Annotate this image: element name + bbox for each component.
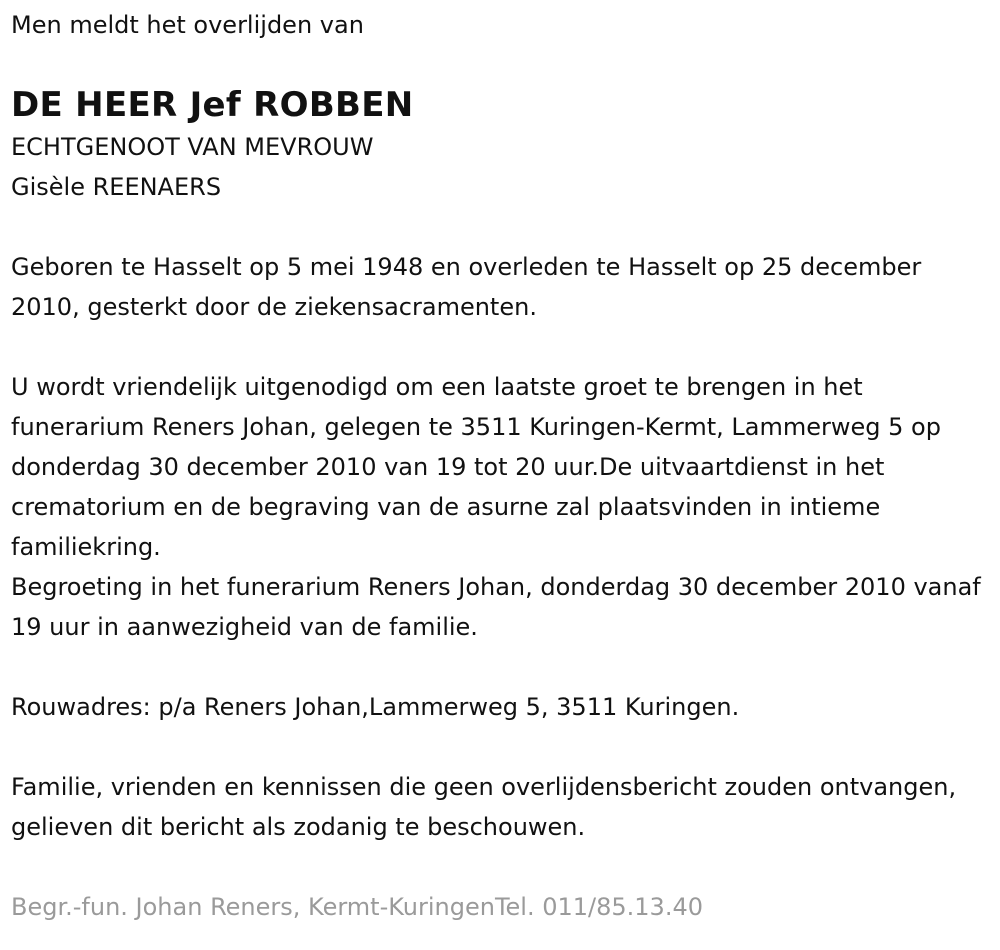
intro-text: Men meldt het overlijden van [11, 11, 364, 39]
spacer [11, 327, 996, 367]
greeting-paragraph: Begroeting in het funerarium Reners Johan, donderdag 30 december 2010 vanaf 19 uur in aanwezigheid van de familie. [11, 573, 981, 641]
mourning-address: Rouwadres: p/a Reners Johan,Lammerweg 5, 3511 Kuringen. [11, 693, 740, 721]
spacer [11, 727, 996, 767]
obituary-notice [11, 8, 996, 927]
spouse-line-2: Gisèle REENAERS [11, 173, 222, 201]
spacer [11, 647, 996, 687]
invitation-paragraph: U wordt vriendelijk uitgenodigd om een laatste groet te brengen in het funerarium Reners Johan, gelegen te 3511 Kuringen-Kermt, Lammerweg 5 op donderdag 30 december 2010 van 19 tot 20 uur.De uitvaartdienst in het crematorium en de begraving van de asurne zal plaatsvinden in intieme familiekring. [11, 373, 941, 561]
spacer [11, 847, 996, 887]
spacer [11, 207, 996, 247]
spouse-line-1: ECHTGENOOT VAN MEVROUW [11, 133, 374, 161]
funeral-home-footer: Begr.-fun. Johan Reners, Kermt-KuringenTel. 011/85.13.40 [11, 893, 703, 921]
family-note-paragraph: Familie, vrienden en kennissen die geen overlijdensbericht zouden ontvangen, gelieven dit bericht als zodanig te beschouwen. [11, 773, 957, 841]
deceased-name: DE HEER Jef ROBBEN [11, 85, 414, 125]
birth-death-paragraph: Geboren te Hasselt op 5 mei 1948 en overleden te Hasselt op 25 december 2010, gesterkt door de ziekensacramenten. [11, 253, 922, 321]
